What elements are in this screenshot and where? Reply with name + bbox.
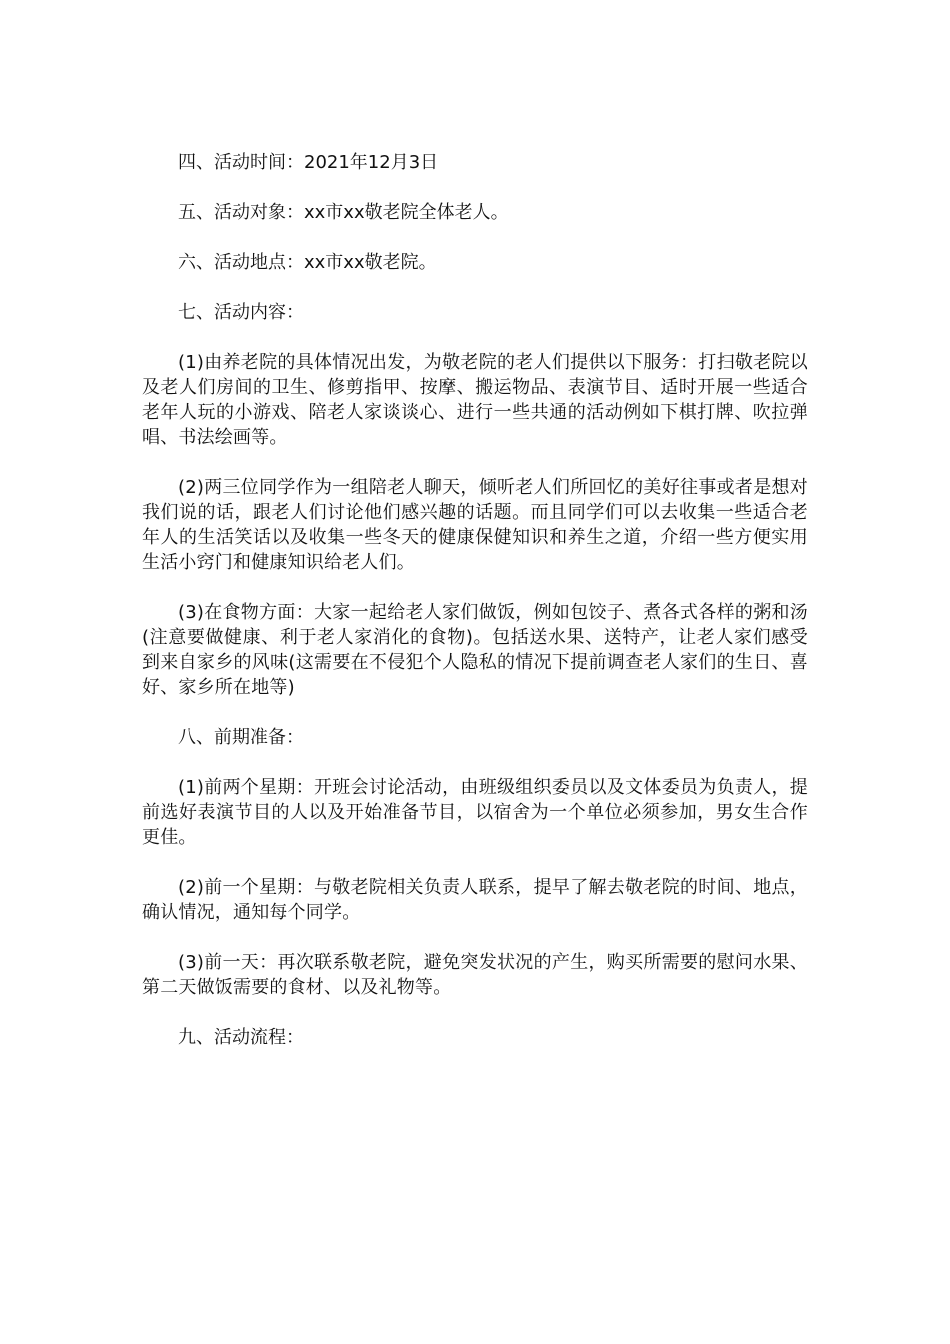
document-body (142, 150, 808, 1075)
section-heading-activity-flow: 九、活动流程： (178, 1027, 304, 1048)
section-heading-activity-target: 五、活动对象：xx市xx敬老院全体老人。 (178, 202, 509, 223)
section-heading-activity-content: 七、活动内容： (178, 302, 304, 323)
preparation-paragraph-2: (2)前一个星期：与敬老院相关负责人联系，提早了解去敬老院的时间、地点，确认情况，通知每个同学。 (142, 877, 808, 923)
section-heading-activity-time: 四、活动时间：2021年12月3日 (178, 152, 439, 173)
section-heading-preparation: 八、前期准备： (178, 727, 304, 748)
preparation-paragraph-3: (3)前一天：再次联系敬老院，避免突发状况的产生，购买所需要的慰问水果、第二天做饭需要的食材、以及礼物等。 (142, 952, 808, 998)
section-heading-activity-location: 六、活动地点：xx市xx敬老院。 (178, 252, 437, 273)
content-paragraph-2: (2)两三位同学作为一组陪老人聊天，倾听老人们所回忆的美好往事或者是想对我们说的话，跟老人们讨论他们感兴趣的话题。而且同学们可以去收集一些适合老年人的生活笑话以及收集一些冬天的健康保健知识和养生之道，介绍一些方便实用生活小窍门和健康知识给老人们。 (142, 477, 808, 573)
content-paragraph-3: (3)在食物方面：大家一起给老人家们做饭，例如包饺子、煮各式各样的粥和汤(注意要做健康、利于老人家消化的食物)。包括送水果、送特产，让老人家们感受到来自家乡的风味(这需要在不侵犯个人隐私的情况下提前调查老人家们的生日、喜好、家乡所在地等) (142, 602, 808, 698)
content-paragraph-1: (1)由养老院的具体情况出发，为敬老院的老人们提供以下服务：打扫敬老院以及老人们房间的卫生、修剪指甲、按摩、搬运物品、表演节目、适时开展一些适合老年人玩的小游戏、陪老人家谈谈心、进行一些共通的活动例如下棋打牌、吹拉弹唱、书法绘画等。 (142, 352, 808, 448)
preparation-paragraph-1: (1)前两个星期：开班会讨论活动，由班级组织委员以及文体委员为负责人，提前选好表演节目的人以及开始准备节目，以宿舍为一个单位必须参加，男女生合作更佳。 (142, 777, 808, 848)
